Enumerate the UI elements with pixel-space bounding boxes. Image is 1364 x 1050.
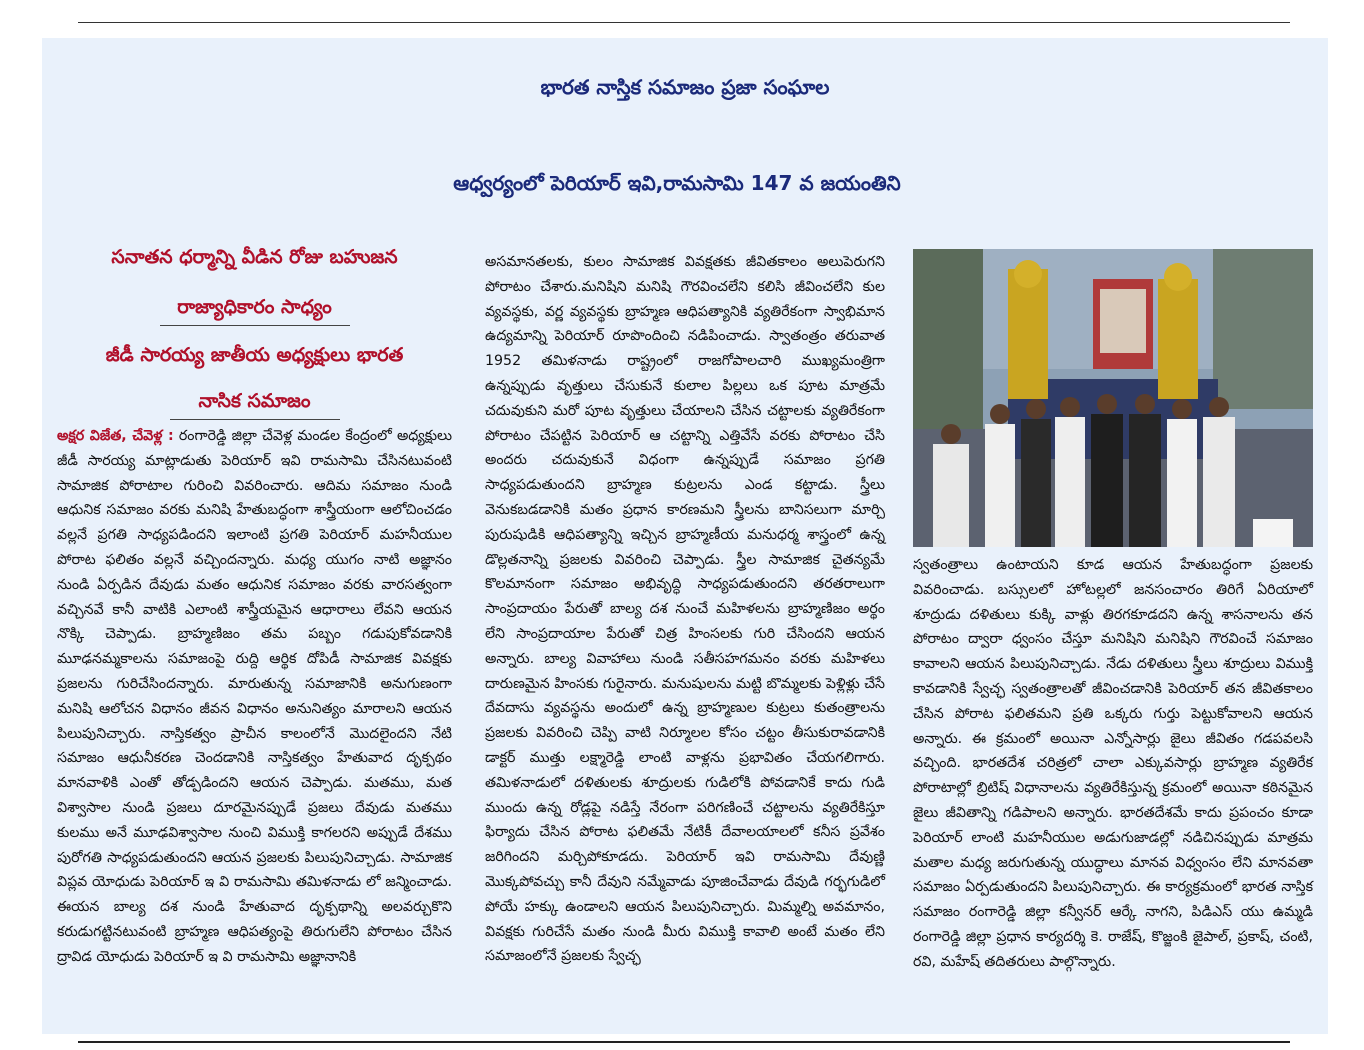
subhead-line-3: జీడీ సారయ్య జాతీయ అధ్యక్షులు భారత xyxy=(105,344,404,366)
byline: అక్షర విజేత, చేవెళ్ల : xyxy=(57,428,174,444)
event-photo-image xyxy=(913,249,1313,547)
article-column-3 xyxy=(913,553,1313,1024)
subhead-line-1: సనాతన ధర్మాన్ని వీడిన రోజు బహుజన xyxy=(111,246,398,268)
article-column-2 xyxy=(485,250,885,1024)
article-column-1 xyxy=(57,424,452,1024)
column-3-text: స్వతంత్రాలు ఉంటాయని కూడ ఆయన హేతుబద్ధంగా ప్రజలకు వివరించాడు. బస్సులలో హోటల్లలో జనసంచారం తిరిగే ఏరియాలో శూద్రుడు దళితులు కుక్కి వాళ్లు తిరగకూడదని ఉన్న శాసనాలను తన పోరాటం ద్వారా ధ్వంసం చేస్తూ మనిషిని మనిషిని గౌరవించే సమాజం కావాలని ఆయన పిలుపునిచ్చాడు. నేడు దళితులు స్త్రీలు శూద్రులు విముక్తి కావడానికి స్వేచ్ఛ స్వతంత్రాలతో జీవించడానికి పెరియార్ తన జీవితకాలం చేసిన పోరాట ఫలితమని ప్రతి ఒక్కరు గుర్తు పెట్టుకోవాలని ఆయన అన్నారు. ఈ క్రమంలో అయినా ఎన్నోసార్లు జైలు జీవితం గడపవలసి వచ్చింది. భారతదేశ చరిత్రలో చాలా ఎక్కువసార్లు బ్రాహ్మణ వ్యతిరేక పోరాటాల్లో బ్రిటిష్ విధానాలను వ్యతిరేకిస్తున్న క్రమంలో అయినా కఠినమైన జైలు జీవితాన్ని గడిపాలని అన్నారు. భారతదేశమే కాదు ప్రపంచం కూడా పెరియార్ లాంటి మహనీయుల అడుగుజాడల్లో నడిచినప్పుడు మాత్రమ మతాల మధ్య జరుగుతున్న యుద్ధాలు మానవ విధ్వంసం లేని మానవతా సమాజం ఏర్పడుతుందని పిలుపునిచ్చారు. ఈ కార్యక్రమంలో భారత నాస్తిక సమాజం రంగారెడ్డి జిల్లా కన్వీనర్ ఆర్కే నాగని, పిడిఎస్ యు ఉమ్మడి రంగారెడ్డి జిల్లా ప్రధాన కార్యదర్శి కె. రాజేష్, కొజ్జంకి జైపాల్, ప్రకాష్, చంటి, రవి, మహేష్ తదితరులు పాల్గొన్నారు. xyxy=(913,557,1313,970)
top-rule xyxy=(78,22,1290,23)
event-photo xyxy=(913,249,1313,547)
subhead-line-2: రాజ్యాధికారం సాధ్యం xyxy=(177,296,332,318)
news-article xyxy=(42,38,1328,1034)
column-1-text: రంగారెడ్డి జిల్లా చేవెళ్ల మండల కేంద్రంలో అధ్యక్షులు జీడీ సారయ్య మాట్లాడుతు పెరియార్ ఇవి రామసామి చేసినటువంటి సామాజిక పోరాటాల గురించి వివరించారు. ఆదిమ సమాజం నుండి ఆధునిక సమాజం వరకు మనిషి హేతుబద్ధంగా శాస్త్రీయంగా ఆలోచించడం వల్లనే ప్రగతి సాధ్యపడిందని ఇలాంటి ప్రగతి పెరియార్ మహనీయుల పోరాట ఫలితం వల్లనే వచ్చిందన్నారు. మధ్య యుగం నాటి అజ్ఞానం నుండి ఏర్పడిన దేవుడు మతం ఆధునిక సమాజం వరకు వారసత్వంగా వచ్చినవే కానీ వాటికి ఎలాంటి శాస్త్రీయమైన ఆధారాలు లేవని ఆయన నొక్కి చెప్పాడు. బ్రాహ్మణిజం తమ పబ్బం గడుపుకోవడానికి మూఢనమ్మకాలను సమాజంపై రుద్ది ఆర్థిక దోపిడీ సామాజిక వివక్షకు ప్రజలను గురిచేసిందన్నారు. మారుతున్న సమాజానికి అనుగుణంగా మనిషి ఆలోచన విధానం జీవన విధానం అనునిత్యం మారాలని ఆయన పిలుపునిచ్చారు. నాస్తికత్వం ప్రాచీన కాలంలోనే మొదలైందని నేటి సమాజం ఆధునీకరణ చెందడానికి నాస్తికత్వం హేతువాద దృక్పథం మానవాళికి ఎంతో తోడ్పడిందని ఆయన చెప్పాడు. మతము, మత విశ్వాసాల నుండి ప్రజలు దూరమైనప్పుడే ప్రజలు దేవుడు మతము కులము అనే మూఢవిశ్వాసాల నుంచి విముక్తి కాగలరని అప్పుడే దేశము పురోగతి సాధ్యపడుతుందని ఆయన ప్రజలకు పిలుపునిచ్చాడు. సామాజిక విప్లవ యోధుడు పెరియార్ ఇ వి రామసామి తమిళనాడు లో జన్మించాడు. ఈయన బాల్య దశ నుండి హేతువాద దృక్పథాన్ని అలవర్చుకొని కరుడుగట్టినటువంటి బ్రాహ్మణ ఆధిపత్యంపై తిరుగులేని పోరాటం చేసిన ద్రావిడ యోధుడు పెరియార్ ఇ వి రామసామి అజ్ఞానానికి xyxy=(57,428,452,965)
headline-line-2: ఆధ్వర్యంలో పెరియార్ ఇవి,రామసామి 147 వ జయంతిని xyxy=(453,171,901,195)
subhead-underline-2 xyxy=(170,419,340,420)
subhead-line-4: నాసిక సమాజం xyxy=(198,390,311,412)
subhead-underline-1 xyxy=(160,325,350,326)
bottom-rule xyxy=(78,1041,1290,1043)
headline-line-1: భారత నాస్తిక సమాజం ప్రజా సంఘాల xyxy=(540,75,830,99)
column-2-text: అసమానతలకు, కులం సామాజిక వివక్షతకు జీవితకాలం అలుపెరుగని పోరాటం చేశారు.మనిషిని మనిషి గౌరవించలేని కలిసి జీవించలేని కుల వ్యవస్థకు, వర్ణ వ్యవస్థకు బ్రాహ్మణ ఆధిపత్యానికి వ్యతిరేకంగా స్వాభిమాన ఉద్యమాన్ని పెరియార్ రూపొందించి నడిపించాడు. స్వాతంత్రం తరువాత 1952 తమిళనాడు రాష్ట్రంలో రాజగోపాలచారి ముఖ్యమంత్రిగా ఉన్నప్పుడు వృత్తులు చేసుకునే కులాల పిల్లలు ఒక పూట మాత్రమే చదువుకుని మరో పూట వృత్తులు చేయాలని చేసిన చట్టాలకు వ్యతిరేకంగా పోరాటం చేపట్టిన పెరియార్ ఆ చట్టాన్ని ఎత్తివేసే వరకు పోరాటం చేసి అందరు చదువుకునే విధంగా ఉన్నప్పుడే సమాజం ప్రగతి సాధ్యపడుతుందని బ్రాహ్మణ కుట్రలను ఎండ కట్టాడు. స్త్రీలు వెనుకబడడానికి మతం ప్రధాన కారణమని స్త్రీలను బానిసలుగా మార్చి పురుషుడికి ఆధిపత్యాన్ని ఇచ్చిన బ్రాహ్మణీయ మనుధర్మ శాస్త్రంలో ఉన్న డొల్లతనాన్ని ప్రజలకు వివరించి చెప్పాడు. స్త్రీల సామాజిక చైతన్యమే కొలమానంగా సమాజం అభివృద్ధి సాధ్యపడుతుందని తరతరాలుగా సాంప్రదాయం పేరుతో బాల్య దశ నుంచే మహిళలను బ్రాహ్మణిజం అర్థం లేని సాంప్రదాయాల పేరుతో చిత్ర హింసలకు గురి చేసిందని ఆయన అన్నారు. బాల్య వివాహాలు నుండి సతీసహగమనం వరకు మహిళలు దారుణమైన హింసకు గురైనారు. మనుషులను మట్టి బొమ్మలకు పెళ్లిళ్లు చేసే దేవదాసు వ్యవస్థను అందులో ఉన్న బ్రాహ్మణుల కుట్రలు కుతంత్రాలను ప్రజలకు వివరించి చెప్పి వాటి నిర్మూలల కోసం చట్టం తీసుకురావడానికి డాక్టర్ ముత్తు లక్ష్మారెడ్డి లాంటి వాళ్లను ప్రభావితం చేయగలిగారు. తమిళనాడులో దళితులకు శూద్రులకు గుడిలోకి పోవడానికే కాదు గుడి ముందు ఉన్న రోడ్లపై నడిస్తే నేరంగా పరిగణించే చట్టాలను వ్యతిరేకిస్తూ ఫిర్యాదు చేసిన పోరాట ఫలితమే నేటికీ దేవాలయాలలో కనీస ప్రవేశం జరిగిందని మర్చిపోకూడదు. పెరియార్ ఇవి రామసామి దేవుణ్ణి మొక్కపోవచ్చు కానీ దేవుని నమ్మేవాడు పూజించేవాడు దేవుడి గర్భగుడిలో పోయే హక్కు ఉండాలని ఆయన పిలుపునిచ్చారు. మిమ్మల్ని అవమానం, వివక్షకు గురిచేసే మతం నుండి మీరు విముక్తి కావాలి అంటే మతం లేని సమాజంలోనే ప్రజలకు స్వేచ్ఛ xyxy=(485,254,885,965)
